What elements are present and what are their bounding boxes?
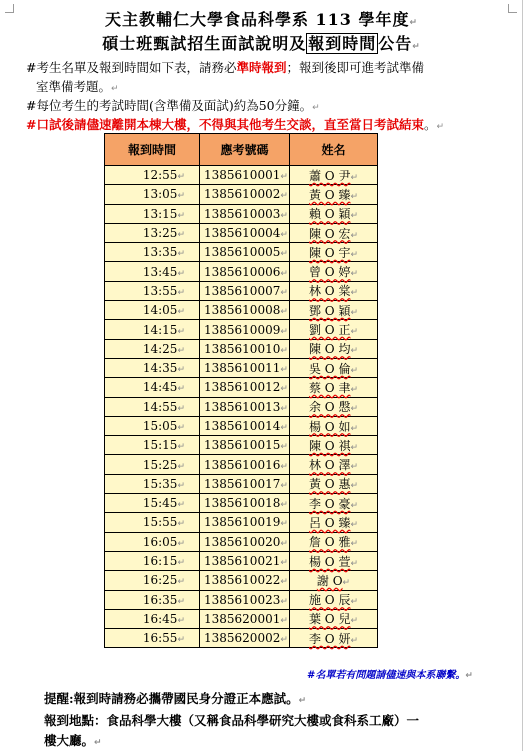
exam-number-cell: 1385610019↵ (200, 513, 290, 532)
name-cell: 蕭 O 尹↵ (290, 166, 378, 185)
table-row (105, 243, 378, 262)
exam-number-cell: 1385610012↵ (200, 378, 290, 397)
header-exam-number: 應考號碼 (200, 134, 290, 166)
header-name: 姓名 (290, 134, 378, 166)
exam-number-cell: 1385610023↵ (200, 590, 290, 609)
name-cell: 陳 O 宇↵ (290, 243, 378, 262)
report-time-cell: 16:55↵ (105, 629, 200, 648)
report-time-cell: 13:35↵ (105, 243, 200, 262)
title-line-2: 碩士班甄試招生面試說明及 報到時間 公告↵ (102, 34, 421, 53)
exam-number-cell: 1385610015↵ (200, 436, 290, 455)
name-cell: 呂 O 臻↵ (290, 513, 378, 532)
name-cell: 黃 O 臻↵ (290, 185, 378, 204)
exam-number-cell: 1385610010↵ (200, 339, 290, 358)
report-time-cell: 13:05↵ (105, 185, 200, 204)
report-time-cell: 13:55↵ (105, 281, 200, 300)
name-cell: 余 O 慇↵ (290, 397, 378, 416)
name-cell: 陳 O 宏↵ (290, 223, 378, 242)
table-row (105, 204, 378, 223)
table-header-row (105, 134, 378, 166)
name-cell: 林 O 棠↵ (290, 281, 378, 300)
report-time-cell: 14:05↵ (105, 301, 200, 320)
table-row (105, 397, 378, 416)
contact-note: #名單若有問題請儘速與本系聯繫。↵ (307, 670, 473, 681)
exam-number-cell: 1385620002↵ (200, 629, 290, 648)
report-time-cell: 14:15↵ (105, 320, 200, 339)
table-row (105, 223, 378, 242)
instruction-line-1-cont: 室準備考題。↵ (36, 79, 119, 94)
report-time-cell: 15:35↵ (105, 474, 200, 493)
name-cell: 葉 O 兒↵ (290, 609, 378, 628)
report-time-cell: 16:25↵ (105, 571, 200, 590)
table-row (105, 358, 378, 377)
location-line: 報到地點：食品科學大樓（又稱食品科學研究大樓或食科系工廠）一 (44, 713, 420, 728)
exam-number-cell: 1385610001↵ (200, 166, 290, 185)
name-cell: 鄧 O 穎↵ (290, 301, 378, 320)
exam-number-cell: 1385610020↵ (200, 532, 290, 551)
exam-number-cell: 1385610017↵ (200, 474, 290, 493)
table-row (105, 166, 378, 185)
name-cell: 楊 O 如↵ (290, 416, 378, 435)
table-row (105, 416, 378, 435)
name-cell: 賴 O 穎↵ (290, 204, 378, 223)
location-line-cont: 樓大廳。↵ (44, 733, 102, 748)
name-cell: 謝 O↵ (290, 571, 378, 590)
table-row (105, 262, 378, 281)
exam-number-cell: 1385610006↵ (200, 262, 290, 281)
report-time-cell: 13:25↵ (105, 223, 200, 242)
name-cell: 吳 O 倫↵ (290, 358, 378, 377)
table-row (105, 281, 378, 300)
exam-number-cell: 1385610007↵ (200, 281, 290, 300)
table-row (105, 455, 378, 474)
exam-number-cell: 1385610022↵ (200, 571, 290, 590)
table-row (105, 339, 378, 358)
title-line-1: 天主教輔仁大學食品科學系 113 學年度↵ (104, 10, 419, 29)
exam-number-cell: 1385620001↵ (200, 609, 290, 628)
report-time-cell: 14:35↵ (105, 358, 200, 377)
report-time-cell: 14:55↵ (105, 397, 200, 416)
table-row (105, 590, 378, 609)
table-row (105, 629, 378, 648)
table-row (105, 494, 378, 513)
instruction-line-1: #考生名單及報到時間如下表，請務必準時報到；報到後即可進考試準備 (26, 60, 425, 75)
header-report-time: 報到時間 (105, 134, 200, 166)
exam-number-cell: 1385610005↵ (200, 243, 290, 262)
exam-number-cell: 1385610009↵ (200, 320, 290, 339)
report-time-cell: 16:45↵ (105, 609, 200, 628)
report-time-cell: 13:45↵ (105, 262, 200, 281)
table-row (105, 532, 378, 551)
report-time-cell: 15:05↵ (105, 416, 200, 435)
name-cell: 曾 O 婷↵ (290, 262, 378, 281)
name-cell: 劉 O 正↵ (290, 320, 378, 339)
report-time-cell: 15:25↵ (105, 455, 200, 474)
reminder-line: 提醒:報到時請務必攜帶國民身分證正本應試。↵ (44, 691, 307, 706)
exam-number-cell: 1385610002↵ (200, 185, 290, 204)
name-cell: 李 O 妍↵ (290, 629, 378, 648)
instruction-line-2: #每位考生的考試時間(含準備及面試)約為50分鐘。↵ (26, 98, 320, 113)
report-time-cell: 16:05↵ (105, 532, 200, 551)
boxed-text: 報到時間 (308, 34, 377, 53)
name-cell: 楊 O 萱↵ (290, 551, 378, 570)
exam-number-cell: 1385610016↵ (200, 455, 290, 474)
exam-number-cell: 1385610004↵ (200, 223, 290, 242)
name-cell: 陳 O 均↵ (290, 339, 378, 358)
table-row (105, 185, 378, 204)
report-time-cell: 16:35↵ (105, 590, 200, 609)
instruction-line-3: #口試後請儘速離開本棟大樓，不得與其他考生交談，直至當日考試結束。↵ (26, 117, 445, 132)
table-row (105, 320, 378, 339)
table-row (105, 301, 378, 320)
table-row (105, 513, 378, 532)
schedule-table (104, 133, 378, 648)
exam-number-cell: 1385610011↵ (200, 358, 290, 377)
name-cell: 施 O 辰↵ (290, 590, 378, 609)
exam-number-cell: 1385610008↵ (200, 301, 290, 320)
report-time-cell: 15:15↵ (105, 436, 200, 455)
table-row (105, 551, 378, 570)
table-row (105, 436, 378, 455)
table-row (105, 571, 378, 590)
report-time-cell: 13:15↵ (105, 204, 200, 223)
table-row (105, 609, 378, 628)
table-row (105, 474, 378, 493)
name-cell: 李 O 豪↵ (290, 494, 378, 513)
report-time-cell: 15:55↵ (105, 513, 200, 532)
table-row (105, 378, 378, 397)
name-cell: 黃 O 惠↵ (290, 474, 378, 493)
exam-number-cell: 1385610013↵ (200, 397, 290, 416)
report-time-cell: 15:45↵ (105, 494, 200, 513)
name-cell: 蔡 O 聿↵ (290, 378, 378, 397)
report-time-cell: 14:25↵ (105, 339, 200, 358)
name-cell: 陳 O 祺↵ (290, 436, 378, 455)
name-cell: 詹 O 雅↵ (290, 532, 378, 551)
report-time-cell: 12:55↵ (105, 166, 200, 185)
exam-number-cell: 1385610021↵ (200, 551, 290, 570)
exam-number-cell: 1385610018↵ (200, 494, 290, 513)
report-time-cell: 16:15↵ (105, 551, 200, 570)
name-cell: 林 O 澤↵ (290, 455, 378, 474)
report-time-cell: 14:45↵ (105, 378, 200, 397)
exam-number-cell: 1385610003↵ (200, 204, 290, 223)
exam-number-cell: 1385610014↵ (200, 416, 290, 435)
